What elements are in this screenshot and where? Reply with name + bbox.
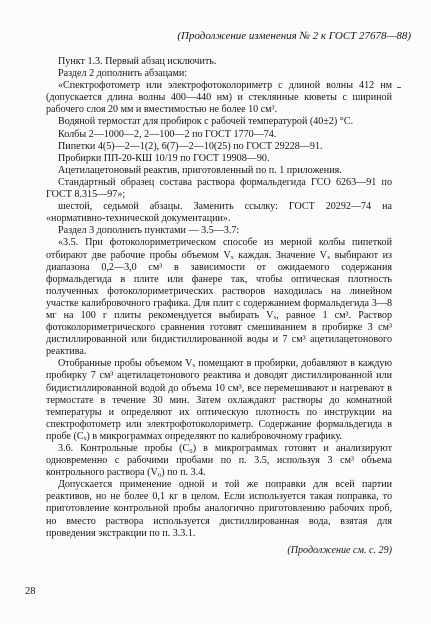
paragraph-test-tubes: Пробирки ПП-20-КШ 10/19 по ГОСТ 19908—90.	[58, 152, 270, 164]
paragraph-section-3: Раздел 3 дополнить пунктами — 3.5—3.7:	[58, 225, 240, 237]
paragraph-item-1-3: Пункт 1.3. Первый абзац исключить.	[58, 56, 217, 67]
paragraph-3-6: 3.6. Контрольные пробы (C₀) в микрограммах готовят и анализируют одновременно с рабочими пробами по п. 3.5, используя 3 см³ объема контрольного раствора (V₀) по п. 3.4.	[46, 443, 392, 479]
paragraph-section-2: Раздел 2 дополнить абзацами:	[58, 68, 188, 80]
paragraph-standard-sample: Стандартный образец состава раствора формальдегида ГСО 6263—91 по ГОСТ 8.315—97»;	[46, 176, 392, 201]
paragraph-reagent: Ацетилацетоновый реактив, приготовленный по п. 1 приложения.	[58, 164, 342, 176]
paragraph-spectrophotometer: «Спектрофотометр или электрофотоколориметр с длиной волны 412 нм (допускается длина волны 400—440 нм) и стеклянные кюветы с шириной рабочего слоя 20 мм и вместимостью не более 10 см³.	[46, 80, 392, 116]
paragraph-flasks: Колбы 2—1000—2, 2—100—2 по ГОСТ 1770—74.	[58, 128, 277, 140]
paragraph-pipettes: Пипетки 4(5)—2—1(2), 6(7)—2—10(25) по ГОСТ 29228—91.	[58, 140, 323, 152]
paragraph-thermostat: Водяной термостат для пробирок с рабочей температурой (40±2) °С.	[58, 116, 354, 128]
paragraph-3-5: «3.5. При фотоколориметрическом способе из мерной колбы пипеткой отбирают две рабочие пробы объемом Vₓ каждая. Значение Vₓ выбирают из диапазона 0,2—3,0 см³ в зависимости от ожидаемого содержания формальдегида в плите или фанере так, чтобы оптическая плотность полученных фотоколориметрических растворов находилась на линейном участке калибровочного графика. Для плит с содержанием формальдегида 3—8 мг на 100 г плиты рекомендуется выбирать Vₓ, равное 1 см³. Раствор фотоколориметрического сравнения готовят смешиванием в пробирке 3 см³ дистиллированной или бидистиллированной воды и 7 см³ ацетилацетонового реактива.	[46, 237, 392, 358]
paragraph-reference-change: шестой, седьмой абзацы. Заменить ссылку: ГОСТ 20292—74 на «нормативно-технической документации».	[46, 201, 392, 225]
page-number: 28	[25, 586, 36, 597]
paragraph-correction: Допускается применение одной и той же поправки для всей партии реактивов, но не более 0,1 кг в целом. Если используется такая поправка, то приготовление контрольной пробы аналогично приготовлению рабочих проб, но вместо раствора используется дистиллированная вода, взятая для проведения экстракции по п. 3.3.1.	[46, 479, 392, 539]
document-body	[46, 56, 392, 557]
paragraph-samples: Отобранные пробы объемом Vₓ помещают в пробирки, добавляют в каждую пробирку 7 см³ ацетилацетонового реактива и доводят дистиллированной или бидистиллированной водой до объема 10 см³, все перемешивают и нагревают в термостате в течение 30 мин. Затем охлаждают растворы до комнатной температуры и определяют их оптическую плотность по инструкции на спектрофотометр или электрофотоколориметр. Содержание формальдегида в пробе (Cₓ) в микрограммах определяют по калибровочному графику.	[46, 358, 392, 442]
running-header: (Продолжение изменения № 2 к ГОСТ 27678—88)	[177, 30, 411, 42]
continuation-note: (Продолжение см. с. 29)	[287, 544, 392, 556]
margin-mark	[397, 87, 401, 88]
